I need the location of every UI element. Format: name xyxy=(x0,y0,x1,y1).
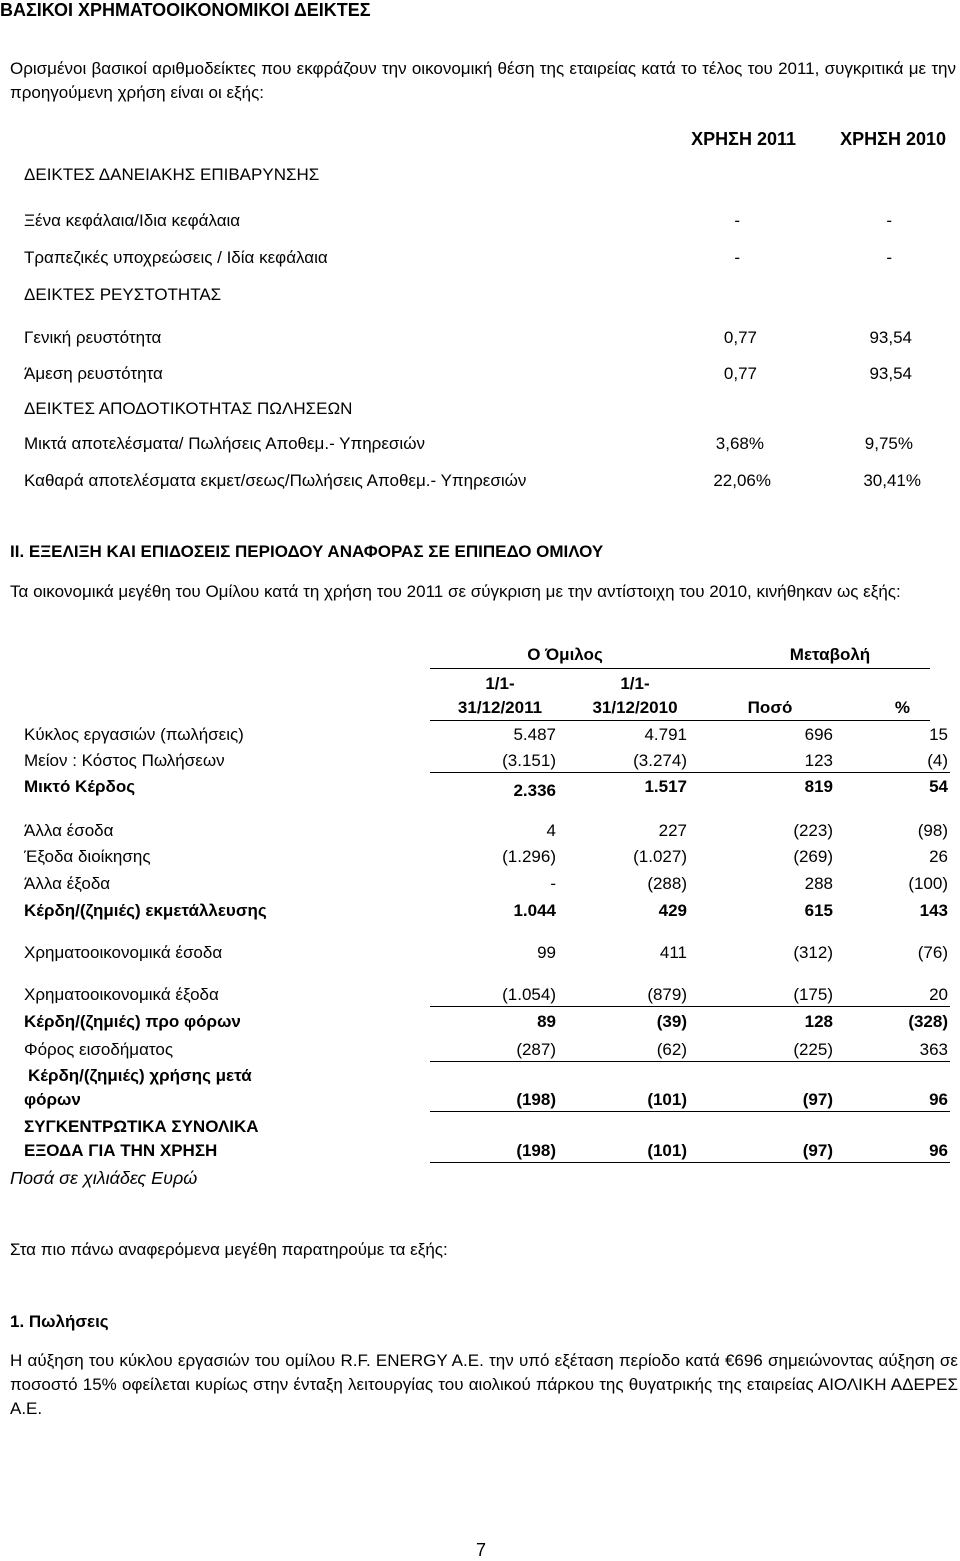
change-amount: (223) xyxy=(793,821,833,840)
row-label: Χρηματοοικονομικά έξοδα xyxy=(24,985,219,1004)
value-2011: (198) xyxy=(516,1141,556,1160)
col-2010-header: 31/12/2010 xyxy=(592,698,678,717)
change-pct: 15 xyxy=(929,725,948,744)
change-amount: (269) xyxy=(793,847,833,866)
header-underline xyxy=(430,668,930,669)
ratio-2011: - xyxy=(734,211,740,230)
change-pct: (76) xyxy=(917,943,948,962)
row-label: Κέρδη/(ζημιές) προ φόρων xyxy=(24,1012,241,1031)
change-amount: (97) xyxy=(802,1141,833,1160)
value-2011: (3.151) xyxy=(502,751,556,770)
value-2011: (1.296) xyxy=(502,847,556,866)
value-2010: (101) xyxy=(647,1090,687,1109)
value-2010: (101) xyxy=(647,1141,687,1160)
value-2010: 1.517 xyxy=(644,777,687,796)
row-underline xyxy=(430,772,950,773)
value-2011: 99 xyxy=(537,943,556,962)
units-note: Ποσά σε χιλιάδες Ευρώ xyxy=(10,1168,198,1188)
ratio-label: Μικτά αποτελέσματα/ Πωλήσεις Αποθεμ.- Υπηρεσιών xyxy=(24,434,425,453)
col-pct-header: % xyxy=(894,698,910,717)
change-pct: 363 xyxy=(919,1040,948,1059)
ratio-2011: - xyxy=(734,248,740,267)
change-pct: (98) xyxy=(917,821,948,840)
row-label: Άλλα έσοδα xyxy=(24,821,114,840)
change-amount: (97) xyxy=(802,1090,833,1109)
change-pct: 96 xyxy=(929,1141,948,1160)
value-2011: 5.487 xyxy=(513,725,556,744)
row-underline xyxy=(430,1111,950,1112)
col-header-2010: ΧΡΗΣΗ 2010 xyxy=(840,129,946,149)
change-amount: 288 xyxy=(804,874,833,893)
change-pct: 96 xyxy=(929,1090,948,1109)
value-2010: 227 xyxy=(658,821,687,840)
row-label: φόρων xyxy=(24,1090,81,1109)
ratio-2010: 93,54 xyxy=(869,364,912,383)
value-2011: (1.054) xyxy=(502,985,556,1004)
ratio-label: Γενική ρευστότητα xyxy=(24,328,162,347)
value-2010: (3.274) xyxy=(633,751,687,770)
row-label: Μείον : Κόστος Πωλήσεων xyxy=(24,751,225,770)
row-label: Κέρδη/(ζημιές) χρήσης μετά xyxy=(28,1066,252,1085)
change-amount: 615 xyxy=(804,901,833,920)
value-2010: 411 xyxy=(659,943,687,962)
row-underline xyxy=(430,1006,950,1007)
value-2010: (1.027) xyxy=(633,847,687,866)
intro-paragraph: Ορισμένοι βασικοί αριθμοδείκτες που εκφράζουν την οικονομική θέση της εταιρείας κατά το τέλος του 2011, συγκριτικά με την προηγούμενη χρήση είναι οι εξής: xyxy=(10,59,956,102)
change-header: Μεταβολή xyxy=(789,645,871,664)
section-title: ΒΑΣΙΚΟΙ ΧΡΗΜΑΤΟΟΙΚΟΝΟΜΙΚΟΙ ΔΕΙΚΤΕΣ xyxy=(0,0,371,20)
row-label: ΕΞΟΔΑ ΓΙΑ ΤΗΝ ΧΡΗΣΗ xyxy=(24,1141,218,1160)
section-title: ΙΙ. ΕΞΕΛΙΞΗ ΚΑΙ ΕΠΙΔΟΣΕΙΣ ΠΕΡΙΟΔΟΥ ΑΝΑΦΟΡΑΣ ΣΕ ΕΠΙΠΕΔΟ ΟΜΙΛΟΥ xyxy=(10,542,604,561)
col-header-2011: ΧΡΗΣΗ 2011 xyxy=(691,129,796,149)
header-underline xyxy=(430,720,930,721)
value-2010: (39) xyxy=(656,1012,687,1031)
row-underline xyxy=(430,1061,950,1062)
ratio-2010: 9,75% xyxy=(864,434,913,453)
col-amount-header: Ποσό xyxy=(747,698,793,717)
change-pct: (4) xyxy=(927,751,948,770)
change-pct: (328) xyxy=(908,1012,948,1031)
page-number: 7 xyxy=(476,1540,487,1560)
value-2010: (288) xyxy=(647,874,687,893)
change-amount: (175) xyxy=(793,985,833,1004)
ratio-label: Καθαρά αποτελέσματα εκμετ/σεως/Πωλήσεις Αποθεμ.- Υπηρεσιών xyxy=(24,471,527,490)
ratio-2011: 3,68% xyxy=(715,434,764,453)
group-header: Ο Όμιλος xyxy=(527,645,603,664)
ratio-label: Ξένα κεφάλαια/Ιδια κεφάλαια xyxy=(24,211,241,230)
row-label: Χρηματοοικονομικά έσοδα xyxy=(24,943,223,962)
change-amount: 128 xyxy=(804,1012,833,1031)
subsection-title: 1. Πωλήσεις xyxy=(10,1312,109,1331)
ratio-2010: - xyxy=(886,211,892,230)
value-2011: 89 xyxy=(537,1012,556,1031)
value-2011: 4 xyxy=(546,821,556,840)
ratio-2011: 22,06% xyxy=(713,471,771,490)
change-pct: 26 xyxy=(929,847,948,866)
value-2010: 4.791 xyxy=(644,725,687,744)
ratio-2011: 0,77 xyxy=(723,328,757,347)
ratio-2010: - xyxy=(886,248,892,267)
row-label: ΣΥΓΚΕΝΤΡΩΤΙΚΑ ΣΥΝΟΛΙΚΑ xyxy=(24,1117,259,1136)
row-label: Έξοδα διοίκησης xyxy=(24,847,151,866)
value-2011: (198) xyxy=(516,1090,556,1109)
change-amount: 123 xyxy=(804,751,833,770)
row-label: Φόρος εισοδήματος xyxy=(24,1040,174,1059)
group-heading: ΔΕΙΚΤΕΣ ΑΠΟΔΟΤΙΚΟΤΗΤΑΣ ΠΩΛΗΣΕΩΝ xyxy=(24,399,353,418)
group-heading: ΔΕΙΚΤΕΣ ΔΑΝΕΙΑΚΗΣ ΕΠΙΒΑΡΥΝΣΗΣ xyxy=(24,165,320,184)
ratio-label: Άμεση ρευστότητα xyxy=(24,364,163,383)
row-label: Μικτό Κέρδος xyxy=(24,777,136,796)
value-2011: 2.336 xyxy=(513,781,556,800)
col-2011-header: 1/1- xyxy=(485,674,515,693)
ratio-2010: 93,54 xyxy=(869,328,912,347)
change-amount: (225) xyxy=(793,1040,833,1059)
row-label: Κύκλος εργασιών (πωλήσεις) xyxy=(24,725,244,744)
intro-paragraph: Τα οικονομικά μεγέθη του Ομίλου κατά τη χρήση του 2011 σε σύγκριση με την αντίστοιχη του 2010, κινήθηκαν ως εξής: xyxy=(10,582,901,601)
col-2010-header: 1/1- xyxy=(620,674,650,693)
value-2010: (879) xyxy=(647,985,687,1004)
ratio-label: Τραπεζικές υποχρεώσεις / Ιδία κεφάλαια xyxy=(24,248,328,267)
change-pct: 143 xyxy=(919,901,948,920)
row-label: Κέρδη/(ζημιές) εκμετάλλευσης xyxy=(24,901,267,920)
value-2010: 429 xyxy=(658,901,687,920)
change-amount: (312) xyxy=(793,943,833,962)
change-pct: 20 xyxy=(929,985,948,1004)
ratio-2010: 30,41% xyxy=(863,471,921,490)
change-amount: 696 xyxy=(804,725,833,744)
value-2011: 1.044 xyxy=(513,901,556,920)
value-2010: (62) xyxy=(656,1040,687,1059)
group-heading: ΔΕΙΚΤΕΣ ΡΕΥΣΤΟΤΗΤΑΣ xyxy=(24,285,222,304)
value-2011: - xyxy=(550,874,556,893)
sales-paragraph: Η αύξηση του κύκλου εργασιών του ομίλου R.F. ENERGY A.E. την υπό εξέταση περίοδο κατά €696 σημειώνοντας αύξηση σε ποσοστό 15% οφείλεται κυρίως στην ένταξη λειτουργίας του αιολικού πάρκου της θυγατρικής της εταιρείας ΑΙΟΛΙΚΗ ΑΔΕΡΕΣ Α.Ε. xyxy=(10,1351,958,1418)
observations-intro: Στα πιο πάνω αναφερόμενα μεγέθη παρατηρούμε τα εξής: xyxy=(10,1240,448,1259)
row-label: Άλλα έξοδα xyxy=(24,874,111,893)
value-2011: (287) xyxy=(516,1040,556,1059)
change-pct: 54 xyxy=(929,777,948,796)
row-underline xyxy=(430,1162,950,1163)
ratio-2011: 0,77 xyxy=(723,364,757,383)
col-2011-header: 31/12/2011 xyxy=(457,698,543,717)
change-amount: 819 xyxy=(804,777,833,796)
change-pct: (100) xyxy=(908,874,948,893)
